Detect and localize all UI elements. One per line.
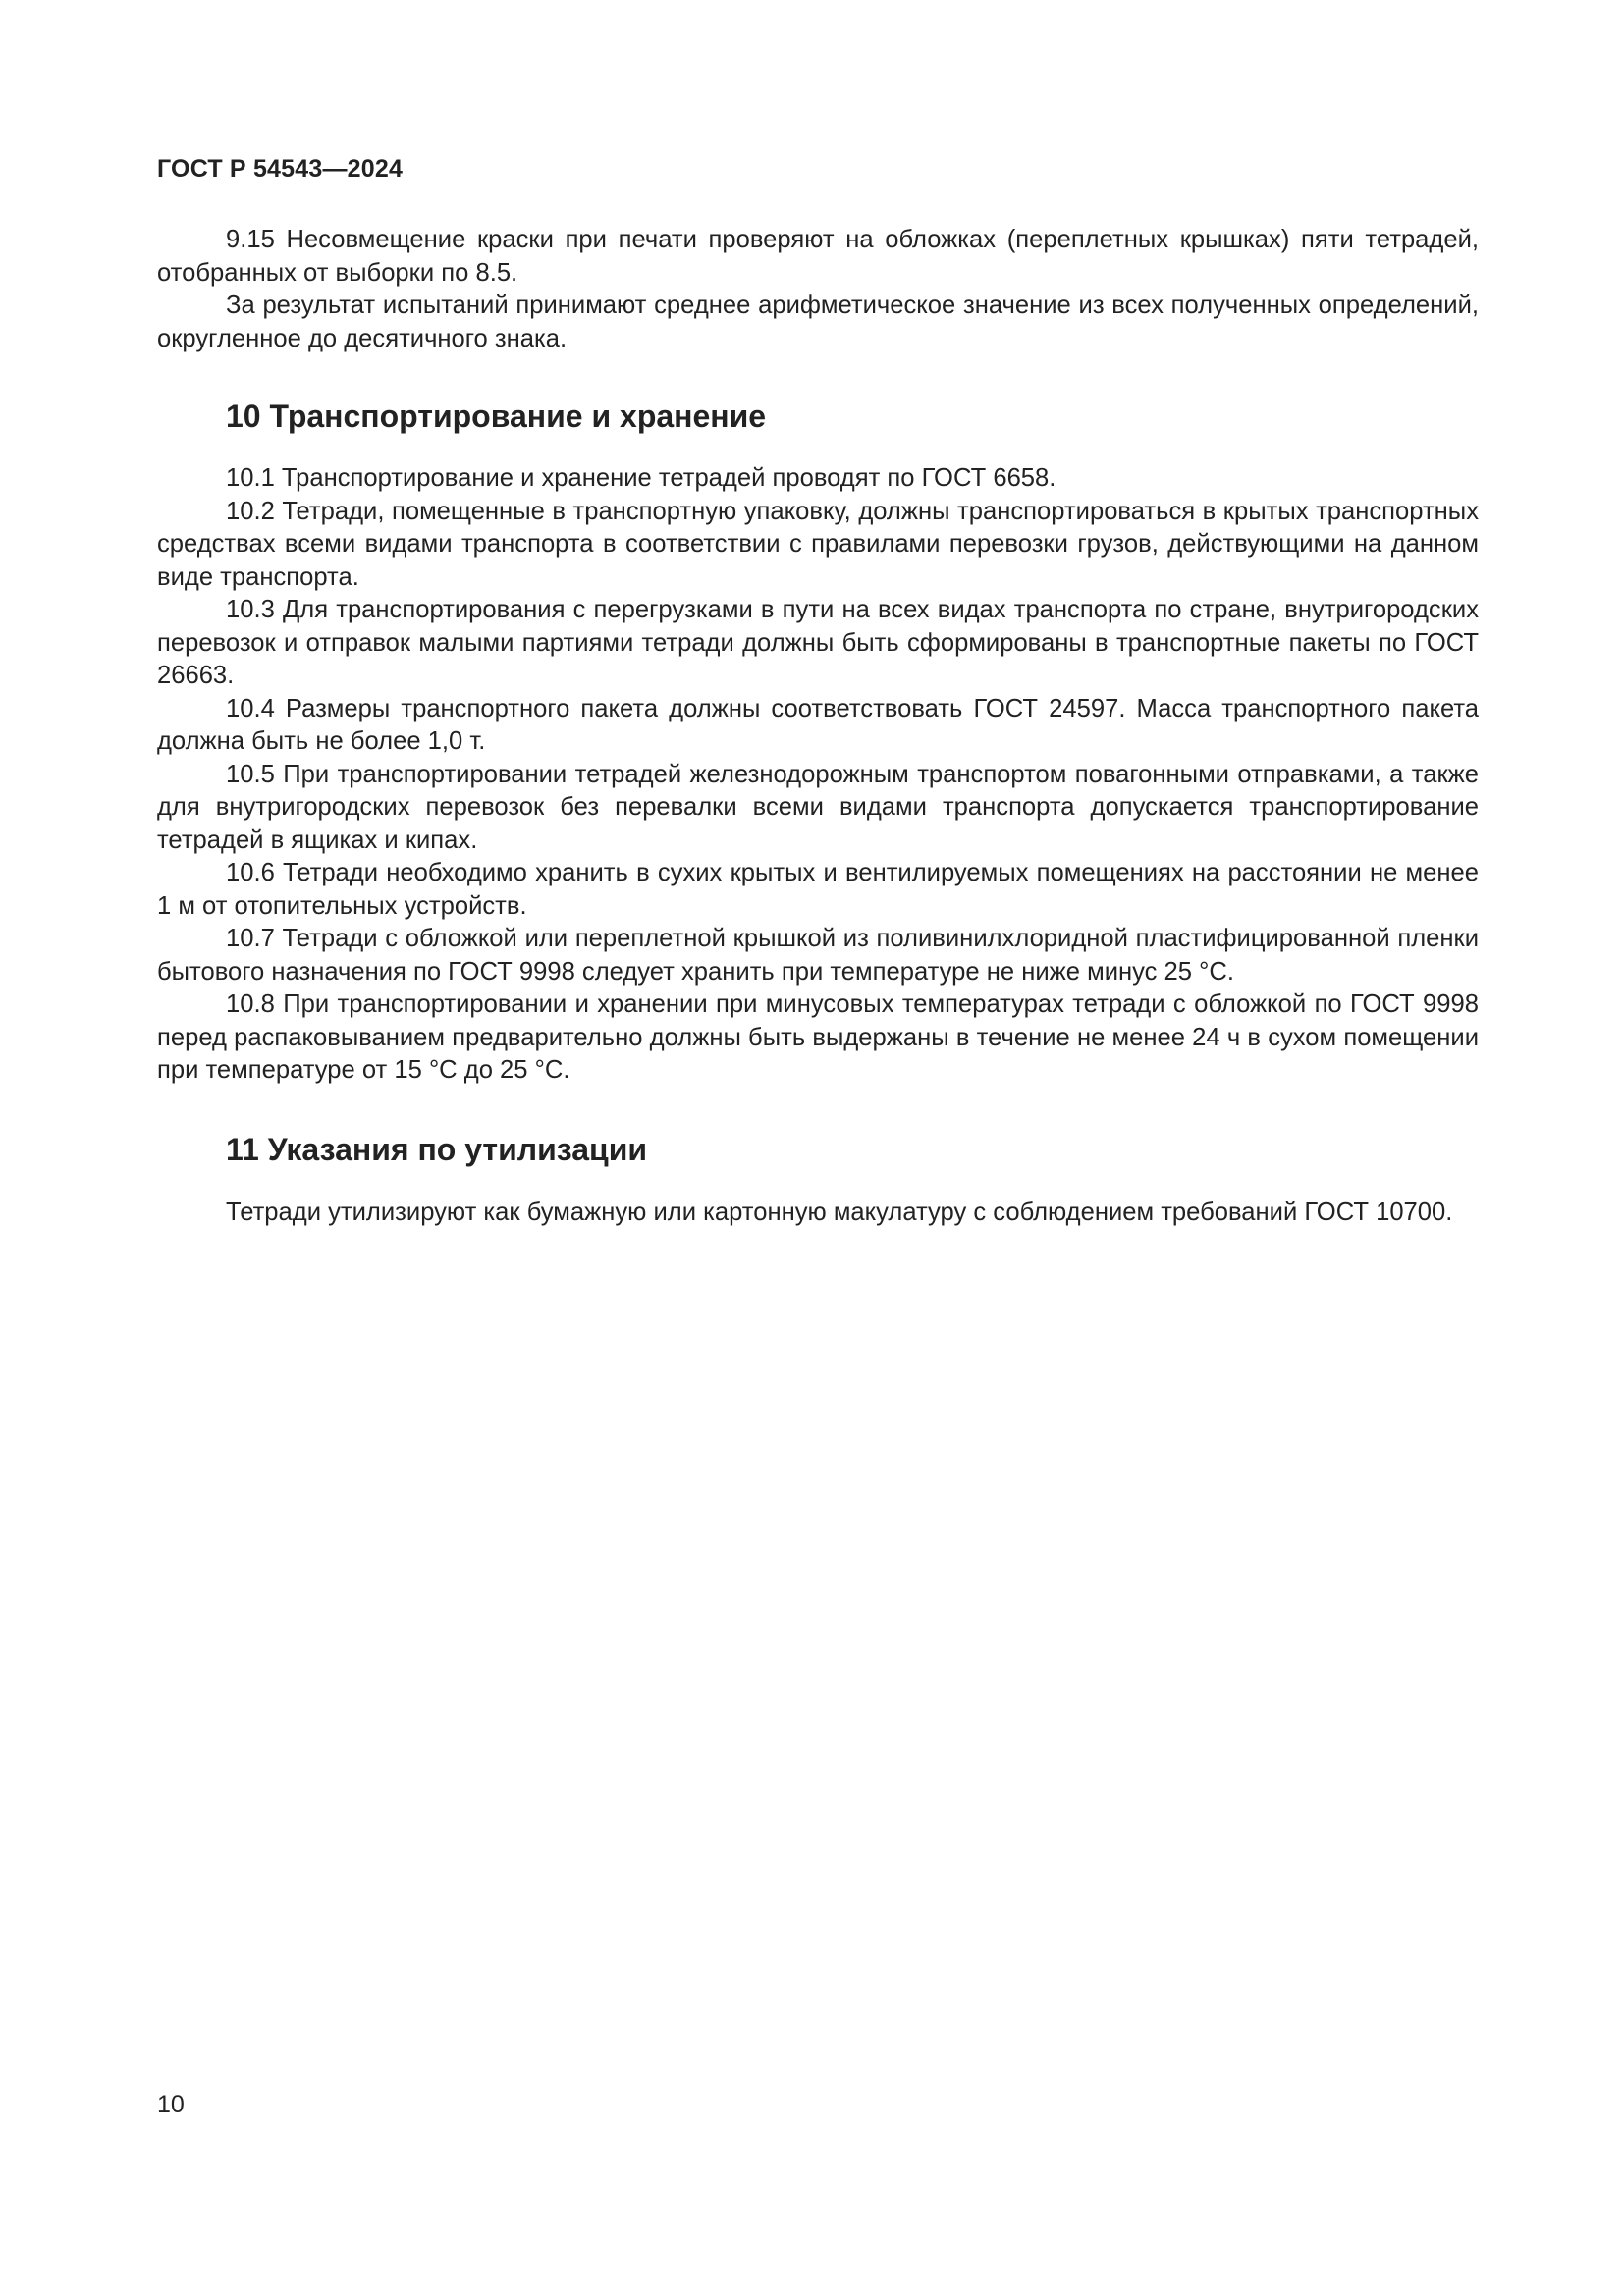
paragraph-10-3: 10.3 Для транспортирования с перегрузками в пути на всех видах транспорта по стране, внутригородских перевозок и отправок малыми партиями тетради должны быть сформированы в транспортные пакеты по ГОСТ 26663.: [157, 596, 1479, 689]
paragraph-10-4: 10.4 Размеры транспортного пакета должны соответствовать ГОСТ 24597. Масса транспортного пакета должна быть не более 1,0 т.: [157, 694, 1479, 755]
paragraph-9-15-result: За результат испытаний принимают среднее арифметическое значение из всех полученных определений, округленное до десятичного знака.: [157, 292, 1479, 352]
paragraph-10-1: 10.1 Транспортирование и хранение тетрадей проводят по ГОСТ 6658.: [226, 464, 1056, 492]
section-heading-11: 11 Указания по утилизации: [226, 1131, 648, 1167]
paragraph-9-15: 9.15 Несовмещение краски при печати проверяют на обложках (переплетных крышках) пяти тетрадей, отобранных от выборки по 8.5.: [157, 226, 1479, 287]
page-content: [157, 224, 1479, 1229]
paragraph-11: Тетради утилизируют как бумажную или картонную макулатуру с соблюдением требований ГОСТ 10700.: [226, 1198, 1453, 1226]
paragraph-10-6: 10.6 Тетради необходимо хранить в сухих крытых и вентилируемых помещениях на расстоянии не менее 1 м от отопительных устройств.: [157, 859, 1479, 920]
paragraph-10-8: 10.8 При транспортировании и хранении при минусовых температурах тетради с обложкой по ГОСТ 9998 перед распаковыванием предварительно должны быть выдержаны в течение не менее 24 ч в сухом помещении при температуре от 15 °С до 25 °С.: [157, 990, 1479, 1084]
document-header: ГОСТ Р 54543—2024: [157, 155, 404, 183]
section-heading-10: 10 Транспортирование и хранение: [226, 399, 767, 434]
paragraph-10-7: 10.7 Тетради с обложкой или переплетной крышкой из поливинилхлоридной пластифицированной пленки бытового назначения по ГОСТ 9998 следует хранить при температуре не ниже минус 25 °С.: [157, 925, 1479, 986]
paragraph-10-5: 10.5 При транспортировании тетрадей железнодорожным транспортом повагонными отправками, а также для внутригородских перевозок без перевалки всеми видами транспорта допускается транспортирование тетрадей в ящиках и кипах.: [157, 760, 1479, 854]
page-number: 10: [157, 2091, 185, 2118]
paragraph-10-2: 10.2 Тетради, помещенные в транспортную упаковку, должны транспортироваться в крытых транспортных средствах всеми видами транспорта в соответствии с правилами перевозки грузов, действующими на данном виде транспорта.: [157, 497, 1479, 591]
